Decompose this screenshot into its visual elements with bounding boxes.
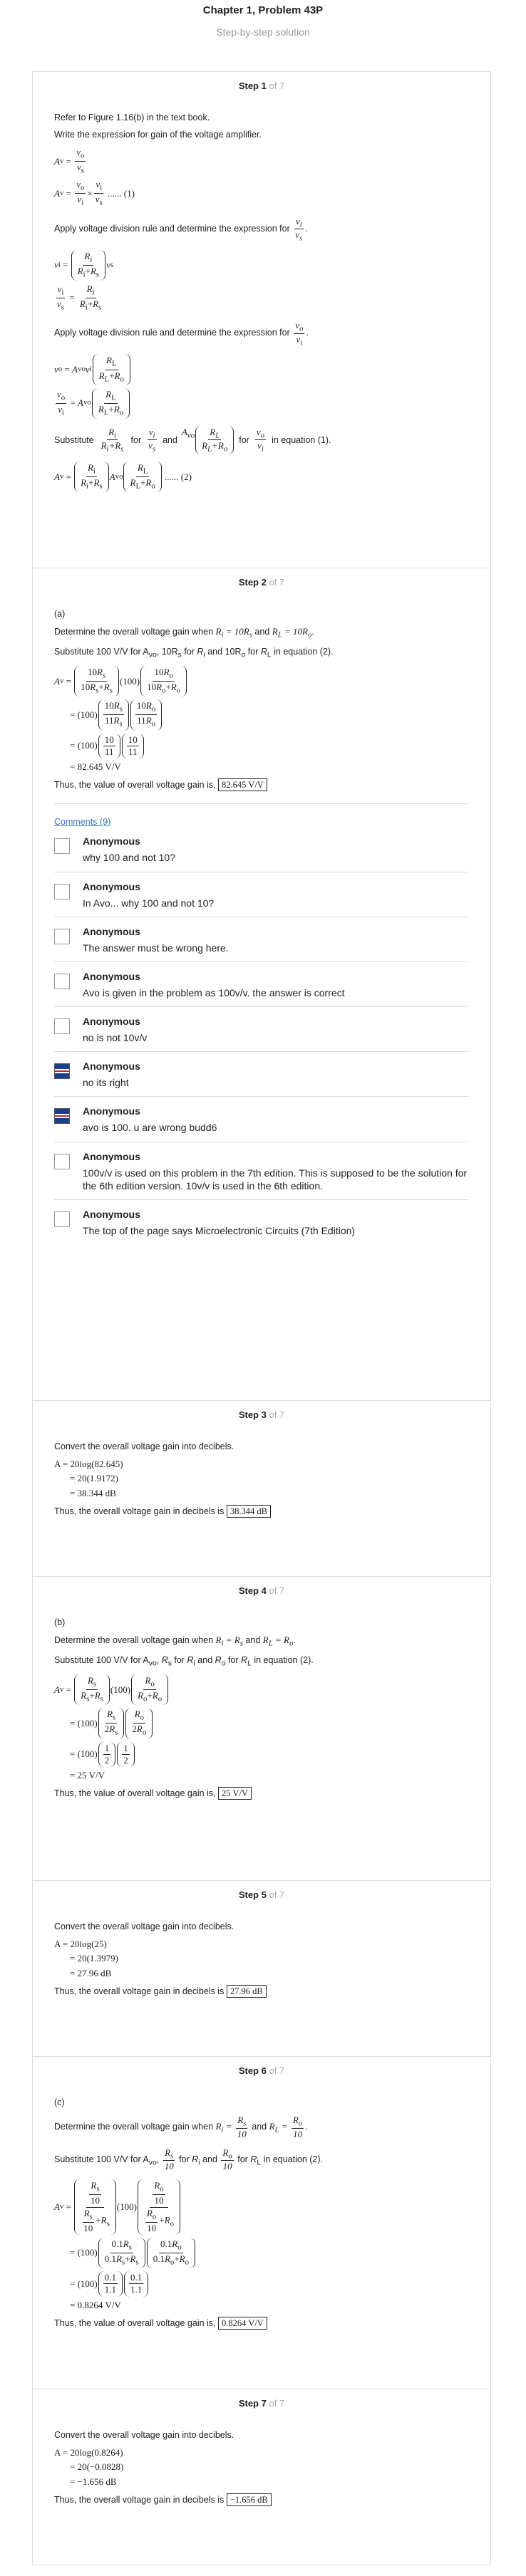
comment-author: Anonymous <box>83 970 140 982</box>
answer-box: 82.645 V/V <box>218 778 267 791</box>
step-6 <box>32 2056 491 2389</box>
step-text: Convert the overall voltage gain into decibels. <box>54 1921 234 1931</box>
page-subtitle: Step-by-step solution <box>216 26 310 38</box>
page-title: Chapter 1, Problem 43P <box>202 4 324 16</box>
comment-text: The answer must be wrong here. <box>83 942 229 954</box>
step-text: Determine the overall voltage gain when $R_i$ = $\frac{R_s}{10}$ and $R_L$ = $\frac{R_o}{10}$ . <box>54 2114 308 2139</box>
avatar[interactable] <box>54 1211 70 1227</box>
step-header: Step 6 of 7 <box>238 2065 285 2076</box>
comment-author: Anonymous <box>83 1150 140 1162</box>
step-text: Convert the overall voltage gain into decibels. <box>54 2430 234 2440</box>
comment-item <box>54 1097 469 1142</box>
comment-author: Anonymous <box>83 1060 140 1073</box>
equation: A = 20log(82.645) = 20(1.9172) = 38.344 dB <box>54 1459 123 1498</box>
step-2 <box>32 568 491 1400</box>
conclusion: Thus, the overall voltage gain in decibels is −1.656 dB <box>54 2495 469 2505</box>
equation: v o = A vo v i $\frac{R_L}{R_L+R_o}$ $\frac{v_o}{v_i}$ = A vo $\frac{R_L}{R_L+R_o}$ <box>54 354 469 419</box>
avatar[interactable] <box>54 1063 70 1079</box>
avatar[interactable] <box>54 1108 70 1124</box>
conclusion: Thus, the value of overall voltage gain is, 0.8264 V/V <box>54 2318 469 2329</box>
comment-text: Avo is given in the problem as 100v/v. the answer is correct <box>83 986 345 998</box>
equation: A v = $\frac{10R_s}{10R_s+R_s}$ (100) $\frac{10R_o}{10R_o+R_o}$ = (100) $\frac{10R_s}{11R_s}$ $\frac{10R_o}{11R_o}$ = (100) $\frac{10}{11}$ $\frac{10}{11}$ = 82.645 V/V <box>54 666 469 773</box>
equation: v i = $\frac{R_i}{R_i+R_s}$ v s $\frac{v_i}{v_s}$ = $\frac{R_i}{R_i+R_s}$ <box>54 250 114 312</box>
step-text: Substitute 100 V/V for $A_{vo}$, $R_s$ for $R_i$ and $R_o$ for $R_L$ in equation (2). <box>54 1654 314 1668</box>
answer-box: 25 V/V <box>218 1787 252 1800</box>
avatar[interactable] <box>54 838 70 854</box>
answer-box: 38.344 dB <box>227 1505 271 1518</box>
step-text: Convert the overall voltage gain into decibels. <box>54 1441 234 1451</box>
conclusion: Thus, the value of overall voltage gain is, 82.645 V/V <box>54 780 469 791</box>
step-header: Step 7 of 7 <box>238 2398 285 2409</box>
step-text: Apply voltage division rule and determine the expression for $\frac{v_o}{v_i}$ . <box>54 320 309 348</box>
comment-text: The top of the page says Microelectronic Circuits (7th Edition) <box>83 1225 356 1237</box>
comment-text: no its right <box>83 1077 129 1089</box>
comment-text: In Avo... why 100 and not 10? <box>83 897 215 909</box>
step-text: Write the expression for gain of the voltage amplifier. <box>54 130 262 140</box>
step-text: Determine the overall voltage gain when $R_i = 10R_s$ and $R_L = 10R_o$. <box>54 626 314 640</box>
part-label: (a) <box>54 609 66 619</box>
comment-author: Anonymous <box>83 880 140 892</box>
comment-item <box>54 827 469 872</box>
comment-author: Anonymous <box>83 925 140 937</box>
step-text: Refer to Figure 1.16(b) in the text book. <box>54 113 210 122</box>
equation: A = 20log(0.8264) = 20(−0.0828) = −1.656 dB <box>54 2447 124 2487</box>
conclusion: Thus, the value of overall voltage gain is, 25 V/V <box>54 1788 469 1799</box>
avatar[interactable] <box>54 1018 70 1034</box>
step-text: Substitute $\frac{R_i}{R_i+R_s}$ for $\frac{v_i}{v_s}$ and $A_{vo}$ $\frac{R_L}{R_L+R_o}$ for $\frac{v_o}{v_i}$ in equation (1). <box>54 426 331 454</box>
answer-box: −1.656 dB <box>227 2493 272 2506</box>
answer-box: 0.8264 V/V <box>218 2317 267 2330</box>
equation: A v = $\frac{v_o}{v_s}$ A v = $\frac{v_o}{v_i}$ × $\frac{v_i}{v_s}$ ...... (1) <box>54 147 135 207</box>
conclusion: Thus, the overall voltage gain in decibels is 27.96 dB <box>54 1986 469 1997</box>
equation: A v = $\frac{R_s}{R_s+R_s}$ (100) $\frac{R_o}{R_o+R_o}$ = (100) $\frac{R_s}{2R_s}$ $\frac{R_o}{2R_o}$ = (100) $\frac{1}{2}$ $\frac{1}{2}$ = 25 V/V <box>54 1674 469 1781</box>
answer-box: 27.96 dB <box>227 1985 267 1998</box>
comments-link[interactable]: Comments (9) <box>54 817 111 828</box>
comment-text: why 100 and not 10? <box>83 852 175 864</box>
comment-item <box>54 962 469 1007</box>
comment-text: avo is 100. u are wrong budd6 <box>83 1122 217 1134</box>
step-text: Substitute 100 V/V for $A_{vo}$, $\frac{R_s}{10}$ for $R_i$ and $\frac{R_o}{10}$ for $R_L$ in equation (2). <box>54 2147 324 2172</box>
comments-list <box>54 827 469 1244</box>
part-label: (c) <box>54 2097 65 2107</box>
step-text: Determine the overall voltage gain when $R_i = R_s$ and $R_L = R_o$. <box>54 1634 296 1648</box>
solution-container <box>32 71 491 2565</box>
step-text: Apply voltage division rule and determine the expression for $\frac{v_i}{v_s}$ . <box>54 215 308 243</box>
avatar[interactable] <box>54 974 70 989</box>
avatar[interactable] <box>54 884 70 899</box>
comment-author: Anonymous <box>83 1209 140 1221</box>
comment-item <box>54 1200 469 1244</box>
step-3 <box>32 1400 491 1576</box>
comment-item <box>54 917 469 962</box>
comment-item <box>54 872 469 917</box>
step-4 <box>32 1576 491 1880</box>
conclusion: Thus, the overall voltage gain in decibels is 38.344 dB <box>54 1506 469 1517</box>
equation: A = 20log(25) = 20(1.3979) = 27.96 dB <box>54 1939 118 1978</box>
comment-item <box>54 1052 469 1097</box>
step-7 <box>32 2389 491 2565</box>
comment-text: 100v/v is used on this problem in the 7th edition. This is supposed to be the solution for the 6th edition version. 10v/v is used in the 6th edition. <box>83 1167 468 1191</box>
part-label: (b) <box>54 1617 66 1627</box>
comment-author: Anonymous <box>83 1016 140 1028</box>
comment-item <box>54 1007 469 1052</box>
avatar[interactable] <box>54 929 70 944</box>
comment-author: Anonymous <box>83 1105 140 1117</box>
avatar[interactable] <box>54 1154 70 1169</box>
step-header: Step 3 of 7 <box>238 1409 285 1420</box>
step-text: Substitute 100 V/V for $A_{vo}$, $10R_s$ for $R_i$ and $10R_o$ for $R_L$ in equation (2). <box>54 646 334 659</box>
header <box>0 0 526 38</box>
comment-author: Anonymous <box>83 835 140 848</box>
step-5 <box>32 1880 491 2056</box>
comment-item <box>54 1142 469 1200</box>
step-header: Step 2 of 7 <box>238 577 285 588</box>
equation: A v = $\frac{R_s}{10}$ $\frac{R_s}{10}$ $+R_s$ (100) $\frac{R_o}{10}$ $\frac{R_o}{10}$ $+R_o$ = (100) $\frac{0.1R_s}{0.1R_s+R_s}$ $\frac{0.1R_o}{0.1R_o+R_o}$ = (100) $\frac{0.1}{1.1}$ $\frac{0.1}{1.1}$ = 0.8264 V/V <box>54 2179 469 2311</box>
step-header: Step 1 of 7 <box>238 80 285 91</box>
step-header: Step 4 of 7 <box>238 1585 285 1596</box>
step-header: Step 5 of 7 <box>238 1889 285 1900</box>
comment-text: no is not 10v/v <box>83 1032 148 1044</box>
equation: A v = $\frac{R_i}{R_i+R_s}$ A vo $\frac{R_L}{R_L+R_o}$ ...... (2) <box>54 462 469 492</box>
step-1 <box>32 71 491 568</box>
